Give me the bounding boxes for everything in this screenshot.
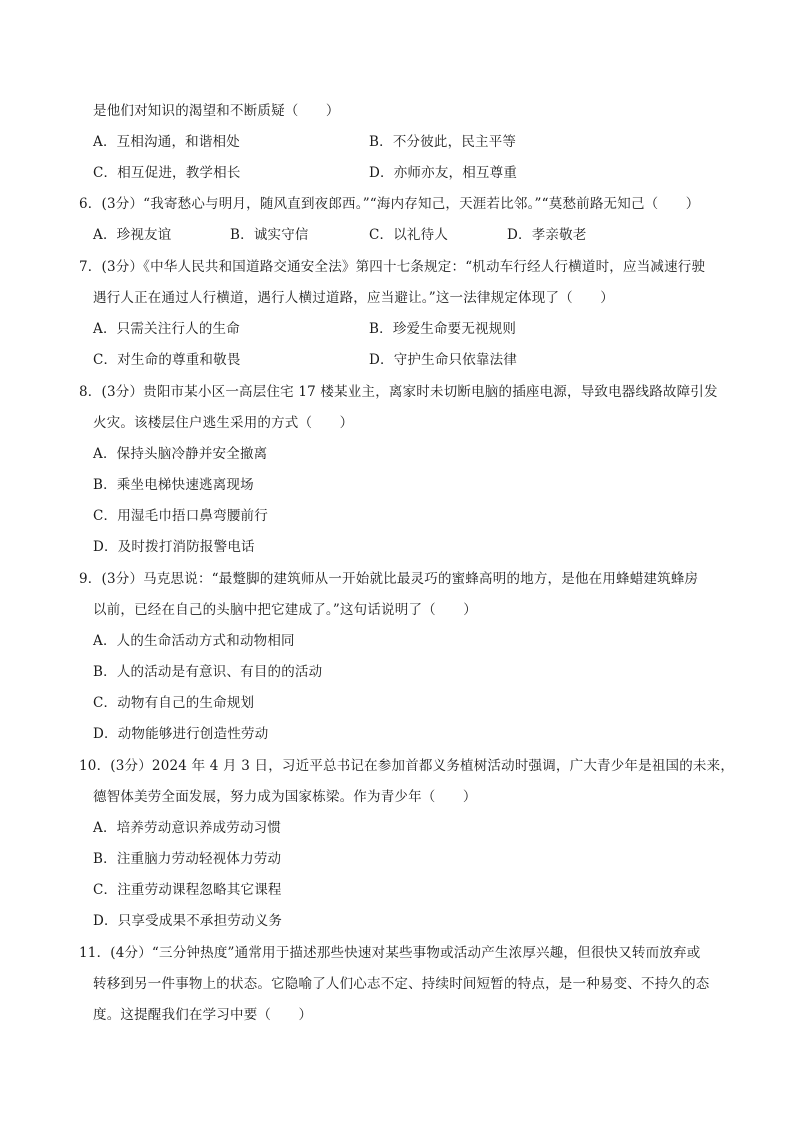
q10-option-a: A．培养劳动意识养成劳动习惯 xyxy=(93,820,282,836)
q10-option-b: B．注重脑力劳动轻视体力劳动 xyxy=(93,851,282,867)
q6-stem: 6．(3分）“我寄愁心与明月，随风直到夜郎西。”“海内存知己，天涯若比邻。”“莫愁前路无知己（ ） xyxy=(79,196,700,212)
q5-option-d: D．亦师亦友，相互尊重 xyxy=(369,165,518,181)
q8-option-c: C．用湿毛巾捂口鼻弯腰前行 xyxy=(93,508,268,524)
q7-option-a: A．只需关注行人的生命 xyxy=(93,321,240,337)
q10-stem-line1: 10．(3分）2024 年 4 月 3 日，习近平总书记在参加首都义务植树活动时强调，广大青少年是祖国的未来， xyxy=(79,758,735,774)
q7-stem-line2: 遇行人正在通过人行横道，遇行人横过道路，应当避让。”这一法律规定体现了（ ） xyxy=(93,290,614,306)
q8-stem-line2: 火灾。该楼层住户逃生采用的方式（ ） xyxy=(93,415,354,431)
q10-option-c: C．注重劳动课程忽略其它课程 xyxy=(93,882,282,898)
q8-stem-line1: 8．(3分）贵阳市某小区一高层住宅 17 楼某业主，离家时未切断电脑的插座电源，导致电器线路故障引发 xyxy=(79,384,718,400)
q9-option-a: A．人的生命活动方式和动物相同 xyxy=(93,633,295,649)
q8-option-b: B．乘坐电梯快速逃离现场 xyxy=(93,477,254,493)
q10-stem-line2: 德智体美劳全面发展，努力成为国家栋梁。作为青少年（ ） xyxy=(93,789,477,805)
q8-option-a: A．保持头脑冷静并安全撤离 xyxy=(93,446,268,462)
q9-option-c: C．动物有自己的生命规划 xyxy=(93,695,255,711)
q7-option-c: C．对生命的尊重和敬畏 xyxy=(93,352,241,368)
q8-option-d: D．及时拨打消防报警电话 xyxy=(93,539,255,555)
q6-option-a: A．珍视友谊 xyxy=(93,227,172,243)
q6-option-d: D．孝亲敬老 xyxy=(507,227,587,243)
q9-stem-line1: 9．(3分）马克思说：“最蹩脚的建筑师从一开始就比最灵巧的蜜蜂高明的地方，是他在用蜂蜡建筑蜂房 xyxy=(79,571,699,587)
q5-option-b: B．不分彼此，民主平等 xyxy=(369,134,517,150)
q7-option-b: B．珍爱生命要无视规则 xyxy=(369,321,517,337)
q11-stem-line2: 转移到另一件事物上的状态。它隐喻了人们心志不定、持续时间短暂的特点，是一种易变、不持久的态 xyxy=(93,976,710,992)
q9-stem-line2: 以前，已经在自己的头脑中把它建成了。”这句话说明了（ ） xyxy=(93,602,477,618)
q6-option-c: C．以礼待人 xyxy=(369,227,449,243)
q5-stem-continuation: 是他们对知识的渴望和不断质疑（ ） xyxy=(93,103,340,119)
q7-stem-line1: 7．(3分）《中华人民共和国道路交通安全法》第四十七条规定：“机动车行经人行横道时，应当减速行驶 xyxy=(79,259,706,275)
q7-option-d: D．守护生命只依靠法律 xyxy=(369,352,518,368)
q10-option-d: D．只享受成果不承担劳动义务 xyxy=(93,913,283,929)
q5-option-c: C．相互促进，教学相长 xyxy=(93,165,241,181)
q9-option-d: D．动物能够进行创造性劳动 xyxy=(93,726,269,742)
q11-stem-line1: 11．(4分）“三分钟热度”通常用于描述那些快速对某些事物或活动产生浓厚兴趣，但很快又转而放弃或 xyxy=(79,945,701,961)
q5-option-a: A．互相沟通，和谐相处 xyxy=(93,134,240,150)
q11-stem-line3: 度。这提醒我们在学习中要（ ） xyxy=(93,1007,313,1023)
q9-option-b: B．人的活动是有意识、有目的的活动 xyxy=(93,664,323,680)
q6-option-b: B．诚实守信 xyxy=(230,227,309,243)
